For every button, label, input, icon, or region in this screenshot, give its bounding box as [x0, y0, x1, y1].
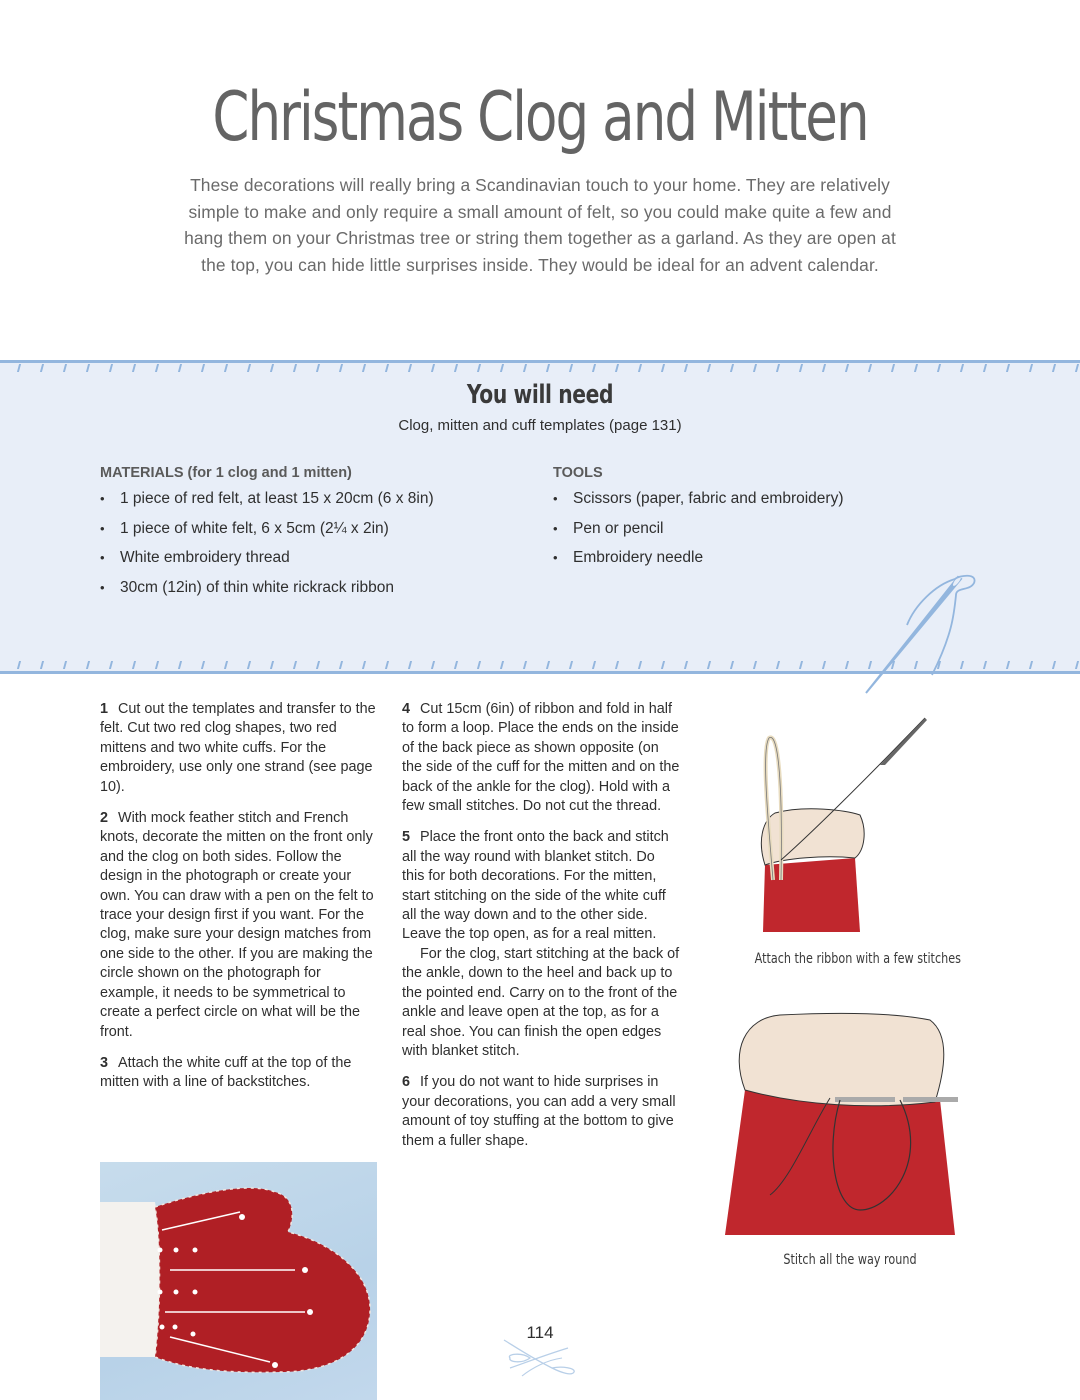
crossed-needles-icon [502, 1338, 578, 1378]
stitch-tick [86, 661, 90, 669]
step-1 [100, 700, 378, 797]
stitch-tick [339, 364, 343, 372]
stitch-tick [247, 661, 251, 669]
steps-column-left [100, 700, 378, 1105]
stitch-tick [638, 661, 642, 669]
stitch-tick [592, 364, 596, 372]
stitch-tick [1006, 661, 1010, 669]
step-number: 5 [402, 829, 411, 846]
stitch-tick [776, 364, 780, 372]
step-number: 1 [100, 701, 109, 717]
step-2 [100, 809, 378, 1042]
stitch-tick [155, 661, 159, 669]
stitch-tick [86, 364, 90, 372]
stitch-tick [454, 364, 458, 372]
bullet: • [100, 579, 105, 595]
stitch-tick [1052, 661, 1056, 669]
intro-paragraph: These decorations will really bring a Scandinavian touch to your home. They are relatively simple to make and only require a small amount of felt, so you could make quite a few and hang them on your Christmas tree or string them together as a garland. As they are open at the top, you can hide little surprises inside. They would be ideal for an advent calendar. [184, 175, 896, 275]
stitch-tick [569, 364, 573, 372]
cuff-piece [739, 1013, 944, 1105]
stitch-tick [868, 364, 872, 372]
stitch-tick [385, 661, 389, 669]
stitch-tick [454, 661, 458, 669]
bullet: • [100, 520, 105, 536]
stitch-tick [891, 364, 895, 372]
materials-item-text: 30cm (12in) of thin white rickrack ribbon [120, 578, 394, 596]
stitch-tick [477, 661, 481, 669]
stitch-tick [753, 661, 757, 669]
cuff-piece [761, 809, 864, 865]
stitch-tick [224, 364, 228, 372]
stitch-tick [201, 364, 205, 372]
stitch-tick [615, 364, 619, 372]
stitch-tick [132, 364, 136, 372]
step-text: If you do not want to hide surprises in your decorations, you can add a very small amount of toy stuffing at the bottom to give them a fuller shape. [402, 1074, 676, 1149]
templates-note: Clog, mitten and cuff templates (page 131) [398, 417, 682, 434]
stitch-caption: Stitch all the way round [783, 1252, 917, 1268]
needle [880, 718, 927, 765]
stitch-tick [523, 661, 527, 669]
step-number: 3 [100, 1054, 109, 1071]
stitch-tick [40, 661, 44, 669]
stitch-tick [523, 364, 527, 372]
felt-red-piece [725, 1090, 955, 1235]
stitch-tick [316, 364, 320, 372]
stitch-tick [983, 364, 987, 372]
stitch-tick [822, 661, 826, 669]
stitch-tick [17, 364, 21, 372]
tools-heading: TOOLS [553, 465, 603, 481]
stitch-tick [17, 661, 21, 669]
tools-list [553, 489, 844, 578]
stitch-tick [730, 661, 734, 669]
stitch-tick [40, 364, 44, 372]
tools-item-text: Scissors (paper, fabric and embroidery) [573, 490, 844, 507]
tools-item [553, 519, 844, 549]
stitch-tick [63, 661, 67, 669]
stitch-tick [569, 661, 573, 669]
step-number: 4 [402, 701, 411, 717]
tools-item [553, 489, 844, 519]
tools-item [553, 548, 844, 578]
stitch-tick [638, 364, 642, 372]
stitch-tick [500, 364, 504, 372]
stitch-tick [707, 661, 711, 669]
stitch-tick [293, 661, 297, 669]
step-4 [402, 700, 680, 816]
step-3 [100, 1054, 378, 1093]
stitch-tick [224, 661, 228, 669]
you-will-need-heading: You will need [466, 380, 614, 410]
bullet: • [553, 520, 558, 536]
needle [835, 1097, 895, 1102]
red-mitten [155, 1188, 370, 1372]
stitch-tick [431, 364, 435, 372]
stitch-tick [63, 364, 67, 372]
stitch-tick [385, 364, 389, 372]
mitten-image [100, 1162, 377, 1400]
stitch-tick [316, 661, 320, 669]
stitch-tick [822, 364, 826, 372]
stitch-tick [776, 661, 780, 669]
felt-red-piece [763, 858, 860, 932]
stitch-tick [477, 364, 481, 372]
stitch-tick [1029, 661, 1033, 669]
stitch-tick [799, 364, 803, 372]
stitch-tick [1029, 364, 1033, 372]
page-number: 114 [526, 1323, 554, 1342]
needle-thread-icon [860, 565, 990, 700]
materials-item [100, 519, 434, 549]
step-number: 2 [100, 810, 109, 827]
materials-item-text: 1 piece of white felt, 6 x 5cm (2¼ x 2in) [120, 519, 389, 537]
materials-item [100, 548, 434, 578]
stitch-tick [546, 364, 550, 372]
stitch-tick [500, 661, 504, 669]
step-6 [402, 1073, 680, 1151]
step-5 [402, 828, 680, 944]
materials-item [100, 489, 434, 519]
stitch-tick [661, 661, 665, 669]
bullet: • [100, 550, 105, 565]
stitch-tick [914, 364, 918, 372]
stitch-tick [109, 364, 113, 372]
materials-list [100, 489, 434, 607]
ribbon-caption: Attach the ribbon with a few stitches [754, 951, 961, 967]
stitch-tick [408, 364, 412, 372]
stitch-tick [661, 364, 665, 372]
stitch-tick [1052, 364, 1056, 372]
stitch-tick [362, 661, 366, 669]
tools-item-text: Embroidery needle [573, 549, 704, 566]
step-text: Cut 15cm (6in) of ribbon and fold in half to form a loop. Place the ends on the inside of the back piece as shown opposite (on the side of the cuff for the mitten and on the back of the ankle for the clog). Hold with a few small stitches. Do not cut the thread. [402, 701, 680, 815]
page-title: Christmas Clog and Mitten [212, 78, 868, 157]
stitch-tick [270, 661, 274, 669]
tools-item-text: Pen or pencil [573, 519, 664, 537]
stitch-border-top [0, 360, 1080, 363]
stitch-tick [132, 661, 136, 669]
step-text: Cut out the templates and transfer to the felt. Cut two red clog shapes, two red mittens and two white cuffs. For the embroidery, use only one strand (see page 10). [100, 701, 376, 795]
mitten-photo [100, 1162, 377, 1400]
stitch-tick [247, 364, 251, 372]
bullet: • [553, 550, 558, 565]
stitch-ticks-top [0, 364, 1080, 373]
stitch-tick [753, 364, 757, 372]
stitch-round-illustration [720, 1010, 965, 1240]
step-text: Place the front onto the back and stitch all the way round with blanket stitch. Do this for both decorations. For the mitten, start stitching on the side of the white cuff all the way down and to the other side. Leave the top open, as for a real mitten. [402, 829, 669, 943]
stitch-tick [546, 661, 550, 669]
bullet: • [100, 491, 105, 506]
stitch-tick [684, 661, 688, 669]
stitch-tick [178, 364, 182, 372]
stitch-tick [1075, 661, 1079, 669]
materials-item-text: 1 piece of red felt, at least 15 x 20cm (6 x 8in) [120, 490, 434, 507]
step-number: 6 [402, 1074, 411, 1091]
materials-item [100, 578, 434, 608]
stitch-tick [960, 364, 964, 372]
stitch-tick [937, 364, 941, 372]
stitch-tick [592, 661, 596, 669]
stitch-tick [730, 364, 734, 372]
stitch-tick [339, 661, 343, 669]
stitch-tick [707, 364, 711, 372]
stitch-tick [1006, 364, 1010, 372]
stitch-tick [845, 364, 849, 372]
ribbon-attach-illustration [755, 710, 935, 940]
stitch-tick [362, 364, 366, 372]
stitch-tick [1075, 364, 1079, 372]
stitch-tick [293, 364, 297, 372]
stitch-tick [845, 661, 849, 669]
stitch-tick [270, 364, 274, 372]
step-5-continuation: For the clog, start stitching at the back of the ankle, down to the heel and back up to the pointed end. Carry on to the front of the ankle and leave open at the top, as for a real shoe. You can finish the open edges with blanket stitch. [402, 945, 680, 1059]
step-text: Attach the white cuff at the top of the mitten with a line of backstitches. [100, 1054, 352, 1091]
materials-heading: MATERIALS (for 1 clog and 1 mitten) [100, 465, 352, 481]
stitch-tick [684, 364, 688, 372]
step-text: With mock feather stitch and French knots, decorate the mitten on the front only and the clog on both sides. Follow the design in the photograph or create your own. You can draw with a pen on the felt to trace your design first if you want. For the clog, make sure your design matches from one side to the other. If you are making the circle shown on the photograph for example, it needs to be symmetrical to create a perfect circle on what will be the front. [100, 810, 374, 1040]
stitch-tick [408, 661, 412, 669]
stitch-tick [431, 661, 435, 669]
stitch-tick [201, 661, 205, 669]
stitch-tick [178, 661, 182, 669]
stitch-tick [155, 364, 159, 372]
steps-column-right [402, 700, 680, 1163]
bullet: • [553, 491, 558, 506]
stitch-tick [799, 661, 803, 669]
stitch-tick [109, 661, 113, 669]
stitch-tick [615, 661, 619, 669]
materials-item-text: White embroidery thread [120, 549, 290, 566]
